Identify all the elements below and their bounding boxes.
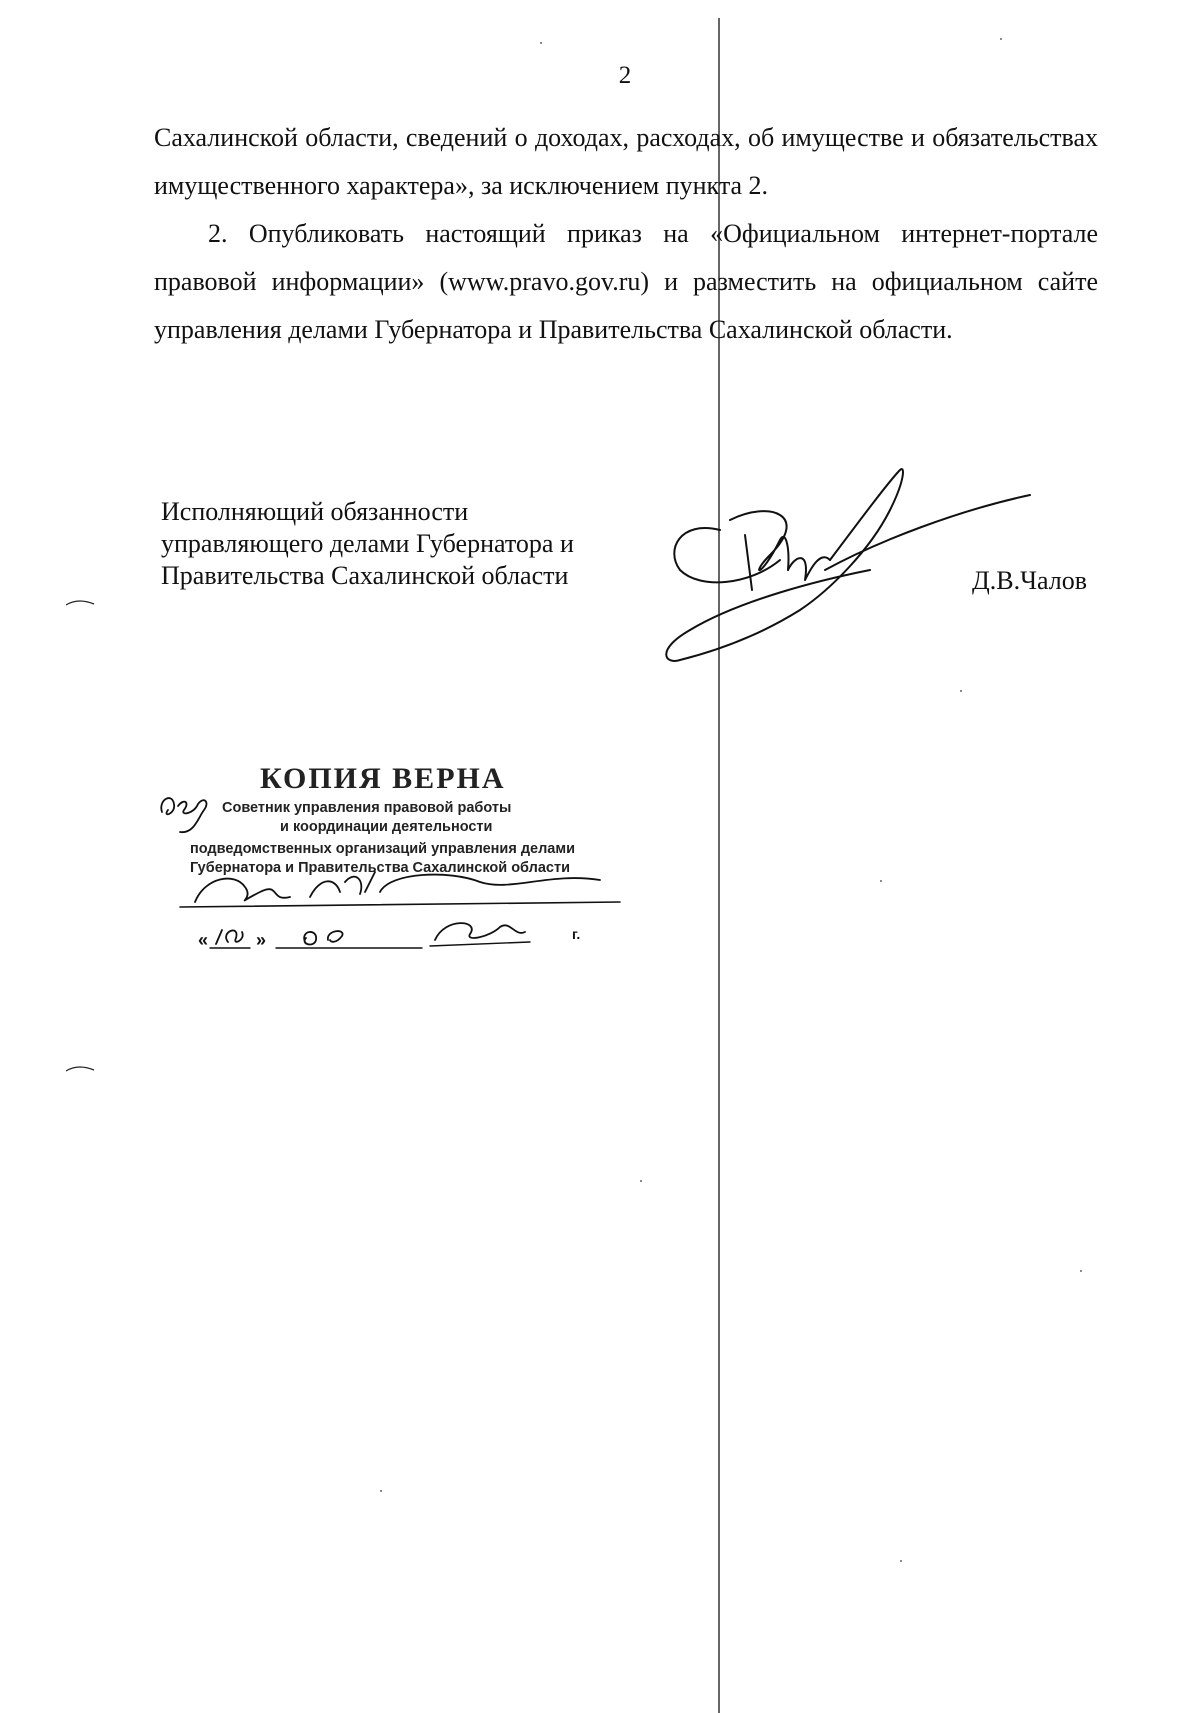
- stamp-line: и координации деятельности: [280, 819, 493, 835]
- date-close-quote: »: [256, 930, 267, 950]
- scan-speck: [540, 42, 542, 44]
- signer-title-line: Исполняющий обязанности: [161, 497, 469, 526]
- stamp-title: КОПИЯ ВЕРНА: [260, 762, 506, 795]
- stamp-line: подведомственных организаций управления делами: [190, 841, 576, 857]
- signer-title-line: управляющего делами Губернатора и: [161, 529, 574, 558]
- scan-speck: [1000, 38, 1002, 40]
- date-open-quote: «: [198, 930, 209, 950]
- signer-title: [161, 496, 574, 592]
- scan-speck: [640, 1180, 642, 1182]
- stamp-handwriting: [150, 752, 710, 972]
- scan-edge-mark: [66, 1066, 96, 1072]
- scan-speck: [880, 880, 882, 882]
- stamp-line: Советник управления правовой работы: [222, 800, 512, 816]
- signer-title-line: Правительства Сахалинской области: [161, 561, 569, 590]
- scan-speck: [1080, 1270, 1082, 1272]
- certified-copy-stamp: [150, 752, 710, 972]
- body-text: [154, 114, 1098, 354]
- scan-speck: [960, 690, 962, 692]
- scan-speck: [380, 1490, 382, 1492]
- scan-speck: [900, 1560, 902, 1562]
- scan-edge-mark: [66, 600, 96, 606]
- signer-name: Д.В.Чалов: [972, 566, 1087, 595]
- page-number: 2: [618, 62, 632, 89]
- date-year-suffix: г.: [572, 926, 581, 942]
- paragraph-continuation: Сахалинской области, сведений о доходах, расходах, об имуществе и обязательствах имущественного характера», за исключением пункта 2.: [154, 123, 1098, 200]
- paragraph-publish: 2. Опубликовать настоящий приказ на «Официальном интернет-портале правовой информации» (www.pravo.gov.ru) и разместить на официальном сайте управления делами Губернатора и Правительства Сахалинской области.: [154, 219, 1098, 344]
- stamp-line: Губернатора и Правительства Сахалинской области: [190, 860, 570, 876]
